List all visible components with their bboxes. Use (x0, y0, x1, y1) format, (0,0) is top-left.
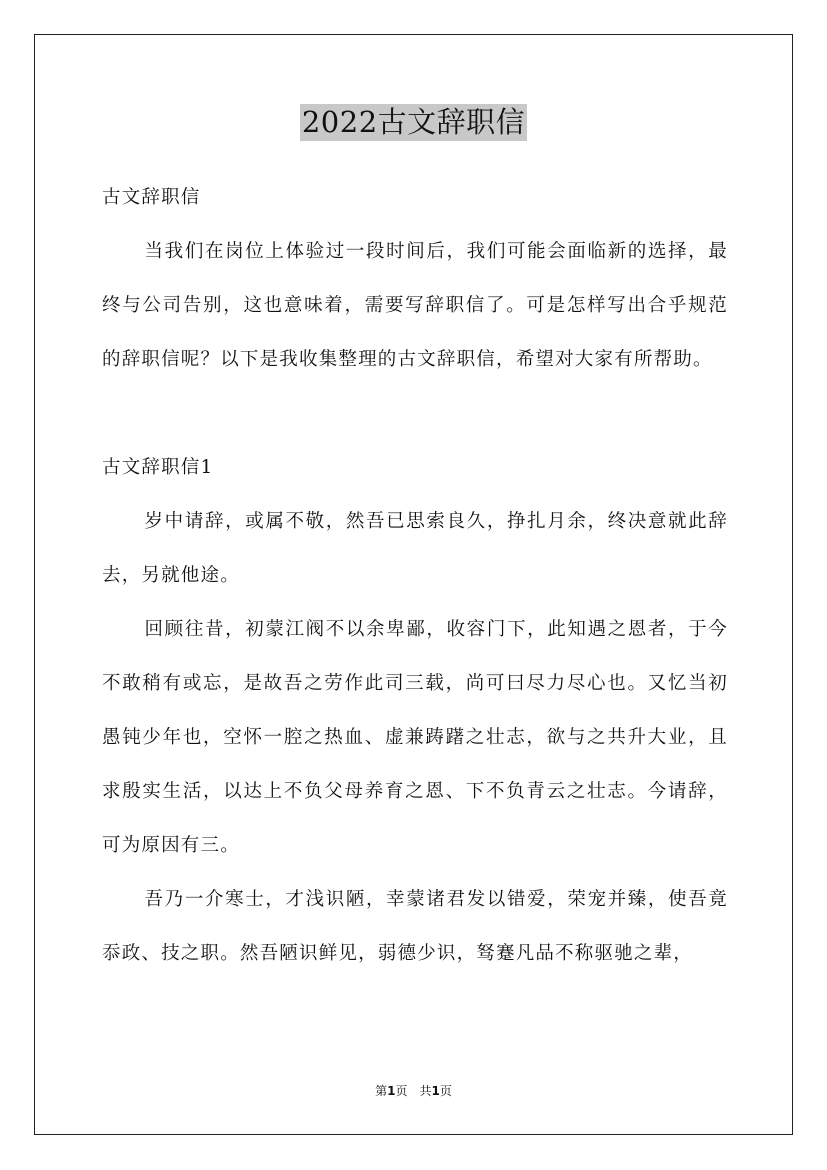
page-current: 1 (387, 1084, 396, 1098)
section-heading: 古文辞职信 (102, 187, 201, 208)
body-paragraph: 岁中请辞，或属不敬，然吾已思索良久，挣扎月余，终决意就此辞去，另就他途。 (102, 511, 728, 586)
page-footer (0, 1083, 827, 1099)
paragraph-spacer (102, 387, 728, 441)
intro-paragraph: 当我们在岗位上体验过一段时间后，我们可能会面临新的选择，最终与公司告别，这也意味着，需要写辞职信了。可是怎样写出合乎规范的辞职信呢？以下是我收集整理的古文辞职信，希望对大家有所帮助。 (102, 241, 728, 370)
title-container (0, 104, 827, 141)
total-prefix: 共 (419, 1084, 432, 1098)
page-suffix: 页 (395, 1084, 408, 1098)
section-heading-1: 古文辞职信1 (102, 457, 214, 478)
document-title: 2022古文辞职信 (301, 105, 526, 139)
page-prefix: 第 (375, 1084, 388, 1098)
document-body (102, 171, 728, 981)
body-paragraph: 回顾往昔，初蒙江阀不以余卑鄙，收容门下，此知遇之恩者，于今不敢稍有或忘，是故吾之劳作此司三载，尚可曰尽力尽心也。又忆当初愚钝少年也，空怀一腔之热血、虚兼踌躇之壮志，欲与之共升大业，且求殷实生活，以达上不负父母养育之恩、下不负青云之壮志。今请辞，可为原因有三。 (102, 619, 728, 856)
page-total: 1 (431, 1084, 440, 1098)
total-suffix: 页 (439, 1084, 452, 1098)
body-paragraph: 吾乃一介寒士，才浅识陋，幸蒙诸君发以错爱，荣宠并臻，使吾竟忝政、技之职。然吾陋识鲜见，弱德少识，驽蹇凡品不称驱驰之辈， (102, 889, 728, 964)
